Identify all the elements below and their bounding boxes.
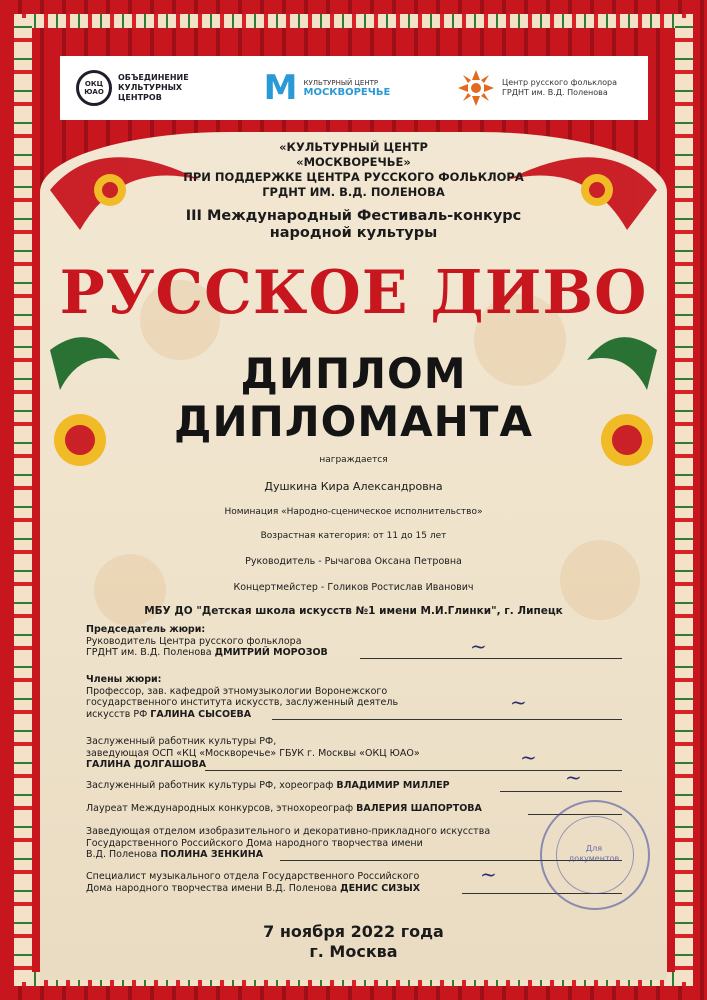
jury-members-label: Члены жюри: [86,674,162,685]
okc-circle-bottom: ЮАО [84,88,104,96]
jury-member-3 [86,780,646,792]
awarded-label: награждается [319,455,388,465]
leader: Руководитель - Рычагова Оксана Петровна [245,556,462,567]
festival-line-2: народной культуры [269,225,438,241]
grdnt-logo [456,68,632,108]
jury-m2-desc-1: Заслуженный работник культуры РФ, [86,736,277,747]
moskvorechye-logo-text [304,78,391,98]
logo-bar [60,56,648,120]
jury-m3-name: ВЛАДИМИР МИЛЛЕР [336,780,450,791]
border-strip-top [14,14,693,28]
festival-line-1: III Международный Фестиваль-конкурс [185,208,522,224]
jury-m6-name: ДЕНИС СИЗЫХ [340,882,421,894]
moskvorechye-m-icon: M [263,68,298,108]
organizer-line-4: ГРДНТ ИМ. В.Д. ПОЛЕНОВА [262,185,445,199]
festival-title [0,208,707,242]
jury-member-1 [86,674,646,720]
signature-line [500,791,622,792]
jury-chair-desc-2: ГРДНТ им. В.Д. Поленова [86,647,212,658]
issue-date [0,922,707,962]
signature-scribble: ~ [480,862,497,886]
diploma-title-line-2: ДИПЛОМАНТА [174,397,533,446]
moskvorechye-line1: КУЛЬТУРНЫЙ ЦЕНТР [303,79,379,87]
jury-m2-name: ГАЛИНА ДОЛГАШОВА [86,759,207,770]
jury-m5-desc-1: Заведующая отделом изобразительного и декоративно-прикладного искусства [86,826,491,837]
jury-m4-name: ВАЛЕРИЯ ШАПОРТОВА [356,803,482,814]
organizer-line-3: ПРИ ПОДДЕРЖКЕ ЦЕНТРА РУССКОГО ФОЛЬКЛОРА [183,170,524,184]
issue-city: г. Москва [309,942,398,961]
diploma-title-line-1: ДИПЛОМ [240,349,467,398]
jury-m6-desc-1: Специалист музыкального отдела Государственного Российского [86,871,420,882]
signature-scribble: ~ [520,745,537,769]
organizer-header [0,140,707,200]
jury-chair-name: ДМИТРИЙ МОРОЗОВ [214,647,328,658]
moskvorechye-logo [263,68,391,108]
stamp-text: Для документов [568,844,620,863]
jury-chair-label: Председатель жюри: [86,624,206,635]
jury-m2-desc-2: заведующая ОСП «КЦ «Москворечье» ГБУК г. Москвы «ОКЦ ЮАО» [86,747,420,759]
okc-circle-top: ОКЦ [84,80,104,88]
nomination: Номинация «Народно-сценическое исполнительство» [224,507,483,517]
okc-logo-text: ОБЪЕДИНЕНИЕ КУЛЬТУРНЫХ ЦЕНТРОВ [118,73,189,102]
jury-chair-desc-1: Руководитель Центра русского фольклора [86,635,302,647]
jury-m5-desc-2: Государственного Российского Дома народного творчества имени [86,837,423,849]
signature-scribble: ~ [510,690,527,714]
recipient-name: Душкина Кира Александровна [264,480,443,493]
jury-m1-desc-2: государственного института искусств, заслуженный деятель [86,697,399,708]
moskvorechye-line2: МОСКВОРЕЧЬЕ [303,87,391,98]
age-category: Возрастная категория: от 11 до 15 лет [260,531,447,541]
brand-title: РУССКОЕ ДИВО [59,258,648,328]
folk-star-icon [456,68,496,108]
jury-m1-name: ГАЛИНА СЫСОЕВА [150,708,252,720]
signature-scribble: ~ [565,765,582,789]
jury-m6-desc-2: Дома народного творчества имени В.Д. Поленова [86,882,338,894]
signature-line [272,719,622,720]
jury-m4-desc: Лауреат Международных конкурсов, этнохореограф [86,803,354,814]
grdnt-logo-text: Центр русского фольклора ГРДНТ им. В.Д. Поленова [501,78,617,97]
okc-circle-icon [76,70,112,106]
jury-m1-desc-3: искусств РФ [86,708,148,720]
signature-line [205,770,622,771]
jury-m5-name: ПОЛИНА ЗЕНКИНА [160,849,264,860]
organizer-line-1: «КУЛЬТУРНЫЙ ЦЕНТР [279,140,428,154]
jury-m3-desc: Заслуженный работник культуры РФ, хореограф [86,780,334,791]
official-stamp [540,800,650,910]
accompanist: Концертмейстер - Голиков Ростислав Иванович [233,582,474,593]
school: МБУ ДО "Детская школа искусств №1 имени М.И.Глинки", г. Липецк [144,605,563,617]
jury-m5-desc-3: В.Д. Поленова [86,849,158,860]
diploma-title [0,350,707,446]
signature-scribble: ~ [470,634,487,658]
jury-m1-desc-1: Профессор, зав. кафедрой этномузыкологии Воронежского [86,685,388,697]
issue-date-text: 7 ноября 2022 года [263,922,444,941]
organizer-line-2: «МОСКВОРЕЧЬЕ» [296,155,411,169]
jury-member-2 [86,736,646,771]
jury-chair [86,624,646,659]
signature-line [360,658,622,659]
okc-logo [76,70,198,106]
